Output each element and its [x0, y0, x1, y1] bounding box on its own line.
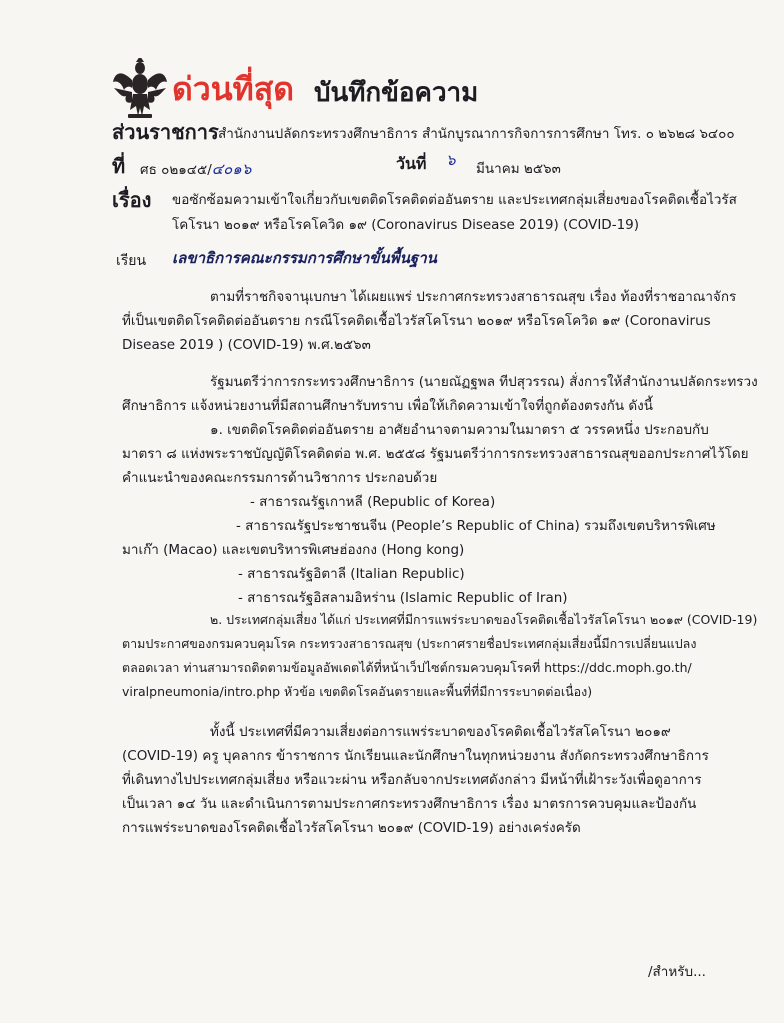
- para1-line-1: ตามที่ราชกิจจานุเบกษา ได้เผยแพร่ ประกาศกระทรวงสาธารณสุข เรื่อง ท้องที่ราชอาณาจักร: [210, 289, 737, 305]
- para4-line-4: viralpneumonia/intro.php หัวข้อ เขตติดโรคอันตรายและพื้นที่ที่มีการระบาดต่อเนื่อง): [122, 684, 593, 699]
- para3-line-3: คำแนะนำของคณะกรรมการด้านวิชาการ ประกอบด้วย: [122, 470, 438, 486]
- para4-line-2: ตามประกาศของกรมควบคุมโรค กระทรวงสาธารณสุข (ประกาศรายชื่อประเทศกลุ่มเสี่ยงนี้มีการเปลี่ยนแปลง: [122, 636, 697, 651]
- date-label: วันที่: [396, 154, 427, 173]
- memo-title: บันทึกข้อความ: [314, 78, 479, 108]
- date-day-handwritten: ๖: [446, 151, 456, 169]
- para3-line-1: ๑. เขตติดโรคติดต่ออันตราย อาศัยอำนาจตามความในมาตรา ๕ วรรคหนึ่ง ประกอบกับ: [210, 422, 709, 438]
- para3-line-2: มาตรา ๘ แห่งพระราชบัญญัติโรคติดต่อ พ.ศ. ๒๕๕๘ รัฐมนตรีว่าการกระทรวงสาธารณสุขออกประกาศไว้โดย: [122, 446, 749, 462]
- country-item: - สาธารณรัฐประชาชนจีน (People’s Republic of China) รวมถึงเขตบริหารพิเศษ: [236, 518, 716, 534]
- para1-line-2: ที่เป็นเขตติดโรคติดต่ออันตราย กรณีโรคติดเชื้อไวรัสโคโรนา ๒๐๑๙ หรือโรคโควิด ๑๙ (Coronavirus: [122, 313, 711, 329]
- country-item: - สาธารณรัฐเกาหลี (Republic of Korea): [250, 494, 496, 510]
- para2-line-1: รัฐมนตรีว่าการกระทรวงศึกษาธิการ (นายณัฏฐพล ทีปสุวรรณ) สั่งการให้สำนักงานปลัดกระทรวง: [210, 374, 758, 390]
- para4-line-1: ๒. ประเทศกลุ่มเสี่ยง ได้แก่ ประเทศที่มีการแพร่ระบาดของโรคติดเชื้อไวรัสโคโรนา ๒๐๑๙ (COVID-19): [210, 612, 758, 627]
- subject-label: เรื่อง: [112, 188, 152, 212]
- para5-line-3: ที่เดินทางไปประเทศกลุ่มเสี่ยง หรือแวะผ่าน หรือกลับจากประเทศดังกล่าว มีหน้าที่เฝ้าระวังเพื่อดูอาการ: [122, 772, 702, 788]
- agency-label: ส่วนราชการ: [112, 120, 219, 144]
- ref-value: [140, 157, 251, 181]
- subject-line-2: โคโรนา ๒๐๑๙ หรือโรคโควิด ๑๙ (Coronavirus Disease 2019) (COVID-19): [172, 217, 640, 233]
- continued-marker: /สำหรับ...: [648, 964, 706, 980]
- para5-line-5: การแพร่ระบาดของโรคติดเชื้อไวรัสโคโรนา ๒๐๑๙ (COVID-19) อย่างเคร่งครัด: [122, 820, 581, 836]
- garuda-emblem-icon: [112, 58, 168, 120]
- urgent-label: ด่วนที่สุด: [172, 70, 295, 108]
- para1-line-3: Disease 2019 ) (COVID-19) พ.ศ.๒๕๖๓: [122, 337, 371, 353]
- addressee-label: เรียน: [116, 253, 147, 269]
- ref-number-handwritten: ๔๐๑๖: [211, 160, 252, 178]
- para5-line-4: เป็นเวลา ๑๔ วัน และดำเนินการตามประกาศกระทรวงศึกษาธิการ เรื่อง มาตรการควบคุมและป้องกัน: [122, 796, 697, 812]
- para5-line-2: (COVID-19) ครู บุคลากร ข้าราชการ นักเรียนและนักศึกษาในทุกหน่วยงาน สังกัดกระทรวงศึกษาธิการ: [122, 748, 709, 764]
- date-value: มีนาคม ๒๕๖๓: [476, 161, 561, 177]
- para5-line-1: ทั้งนี้ ประเทศที่มีความเสี่ยงต่อการแพร่ระบาดของโรคติดเชื้อไวรัสโคโรนา ๒๐๑๙: [210, 724, 671, 740]
- country-item: - สาธารณรัฐอิสลามอิหร่าน (Islamic Republic of Iran): [238, 590, 568, 606]
- agency-value: สำนักงานปลัดกระทรวงศึกษาธิการ สำนักบูรณาการกิจการการศึกษา โทร. ๐ ๒๖๒๘ ๖๔๐๐: [218, 126, 735, 142]
- para2-line-2: ศึกษาธิการ แจ้งหน่วยงานที่มีสถานศึกษารับทราบ เพื่อให้เกิดความเข้าใจที่ถูกต้องตรงกัน ดังนี้: [122, 398, 653, 414]
- ref-number-printed: ศธ ๐๒๑๔๕/: [140, 162, 212, 178]
- subject-line-1: ขอซักซ้อมความเข้าใจเกี่ยวกับเขตติดโรคติดต่ออันตราย และประเทศกลุ่มเสี่ยงของโรคติดเชื้อไวรัส: [172, 192, 737, 208]
- country-item-continued: มาเก๊า (Macao) และเขตบริหารพิเศษฮ่องกง (Hong kong): [122, 542, 465, 558]
- addressee-handwritten: เลขาธิการคณะกรรมการศึกษาขั้นพื้นฐาน: [172, 249, 437, 267]
- para4-line-3: ตลอดเวลา ท่านสามารถติดตามข้อมูลอัพเดตได้ที่หน้าเว็ปไซต์กรมควบคุมโรคที่ https://ddc.moph.go.th/: [122, 660, 692, 675]
- ref-label: ที่: [112, 154, 126, 178]
- country-item: - สาธารณรัฐอิตาลี (Italian Republic): [238, 566, 465, 582]
